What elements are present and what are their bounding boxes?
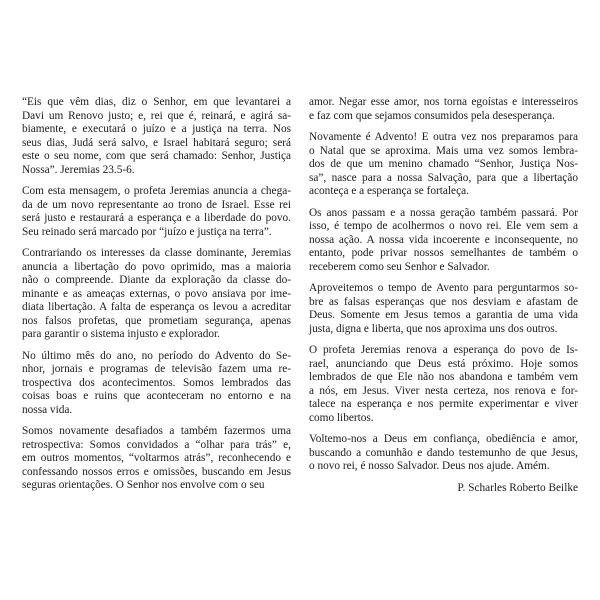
text-line: este o seu nome, com que será chamado: Senhor, Justiça — [22, 150, 291, 162]
text-line: a nós, em Jesus. Viver nesta certeza, nos renova e for- — [309, 384, 578, 397]
author-signature: P. Scharles Roberto Beilke — [457, 481, 578, 494]
text-line: coisas boas e ruins que aconteceram no entorno e na — [22, 390, 291, 402]
text-line: não o compreende. Diante da exploração da classe do- — [22, 274, 291, 286]
text-line: isso, é tempo de acolhermos o novo rei. Ele vem sem a — [309, 220, 578, 232]
text-line: trospectiva dos acontecimentos. Somos lembrados das — [22, 376, 291, 389]
text-line: nossa ação. A nossa vida incoerente e inconsequente, no — [309, 233, 578, 246]
text-line: Deus. Somente em Jesus temos a garantia de uma vida — [309, 309, 578, 321]
right-column — [309, 96, 578, 501]
text-line: biamente, e executará o juízo e a justiça na terra. Nos — [22, 123, 291, 135]
text-line: Seu reinado será marcado por “juízo e justiça na terra”. — [22, 225, 272, 238]
text-line: seguras orientações. O Senhor nos envolve com o seu — [22, 479, 265, 491]
text-line: O profeta Jeremias renova a esperança do povo de Is- — [309, 344, 578, 356]
text-line: Os anos passam e a nossa geração também passará. Por — [309, 206, 578, 219]
text-line: seus dias, Judá será salvo, e Israel habitará seguro; será — [22, 136, 291, 149]
paragraph — [309, 131, 578, 199]
text-line: entanto, pode privar nossos semelhantes de também o — [309, 247, 578, 259]
text-line: retrospectiva: Somos convidados a “olhar para trás” e, — [22, 438, 291, 451]
paragraph — [22, 350, 291, 418]
text-line: em outros momentos, “voltarmos atrás”, reconhecendo e — [22, 452, 291, 464]
paragraph — [22, 425, 291, 493]
text-line: Nossa”. Jeremias 23.5-6. — [22, 163, 135, 176]
left-column — [22, 96, 291, 501]
text-line: talece na esperança e nos permite experimentar e viver — [309, 398, 578, 410]
text-line: o Natal que se aproxima. Mais uma vez somos lembra- — [309, 144, 578, 157]
text-line: rael, anunciando que Deus está próximo. Hoje somos — [309, 357, 578, 370]
text-line: e faz com que sejamos consumidos pela desesperança. — [309, 109, 555, 122]
text-line: justa, digna e liberta, que nos aproxima uns dos outros. — [309, 322, 558, 335]
text-line: lembrados de que Ele não nos abandona e também vem — [309, 371, 578, 383]
text-line: Voltemo-nos a Deus em confiança, obediência e amor, — [309, 433, 578, 445]
paragraph — [22, 96, 291, 177]
text-line: Somos novamente desafiados a também fazermos uma — [22, 425, 291, 437]
two-column-text-layout — [22, 96, 578, 501]
text-line: diata libertação. A falta de esperança os levou a acreditar — [22, 301, 291, 313]
paragraph — [309, 96, 578, 123]
paragraph — [22, 185, 291, 239]
text-line: No último mês do ano, no período do Advento do Se- — [22, 349, 291, 362]
text-line: “Eis que vêm dias, diz o Senhor, em que levantarei a — [22, 96, 291, 108]
text-line: Davi um Renovo justo; e, rei que é, reinará, e agirá sa- — [22, 109, 291, 122]
text-line: receberem como seu Senhor e Salvador. — [309, 260, 490, 273]
text-line: o novo rei, é nosso Salvador. Deus nos ajude. Amém. — [309, 460, 550, 472]
text-line: da de um novo representante ao trono de Israel. Esse rei — [22, 198, 291, 211]
text-line: bre as falsas esperanças que nos desviam e afastam de — [309, 295, 578, 308]
paragraph — [309, 207, 578, 275]
text-line: sa”, nasce para a nossa Salvação, para que a libertação — [309, 171, 578, 184]
text-line: Com esta mensagem, o profeta Jeremias anuncia a chega- — [22, 185, 291, 197]
right-column-paragraphs — [309, 96, 578, 474]
text-line: para garantir o sistema injusto e explorador. — [22, 328, 220, 340]
text-line: amor. Negar esse amor, nos torna egoístas e interesseiros — [309, 96, 578, 108]
text-line: dos de que um menino chamado “Senhor, Justiça Nos- — [309, 158, 578, 170]
text-line: Contrariando os interesses da classe dominante, Jeremias — [22, 247, 291, 259]
text-line: nossa vida. — [22, 403, 73, 416]
text-line: Novamente é Advento! E outra vez nos preparamos para — [309, 131, 578, 143]
text-line: será justo e restaurará a esperança e a liberdade do povo. — [22, 212, 291, 224]
paragraph — [309, 433, 578, 474]
text-line: buscando a comunhão e dando testemunho de que Jesus, — [309, 446, 578, 459]
text-line: nos falsos profetas, que prometiam segurança, apenas — [22, 314, 291, 327]
text-line: confessando nossos erros e omissões, buscando em Jesus — [22, 465, 291, 478]
text-line: anuncia a libertação do povo oprimido, mas a maioria — [22, 260, 291, 273]
paragraph — [22, 247, 291, 342]
left-column-paragraphs — [22, 96, 291, 493]
text-line: aconteça e a esperança se fortaleça. — [309, 185, 469, 197]
text-line: nhor, jornais e programas de televisão fazem uma re- — [22, 363, 291, 375]
text-line: minante e as ameaças externas, o povo ansiava por ime- — [22, 287, 291, 300]
paragraph — [309, 344, 578, 425]
paragraph — [309, 282, 578, 336]
text-line: como libertos. — [309, 411, 374, 424]
text-line: Aproveitemos o tempo de Avento para perguntarmos so- — [309, 282, 578, 294]
